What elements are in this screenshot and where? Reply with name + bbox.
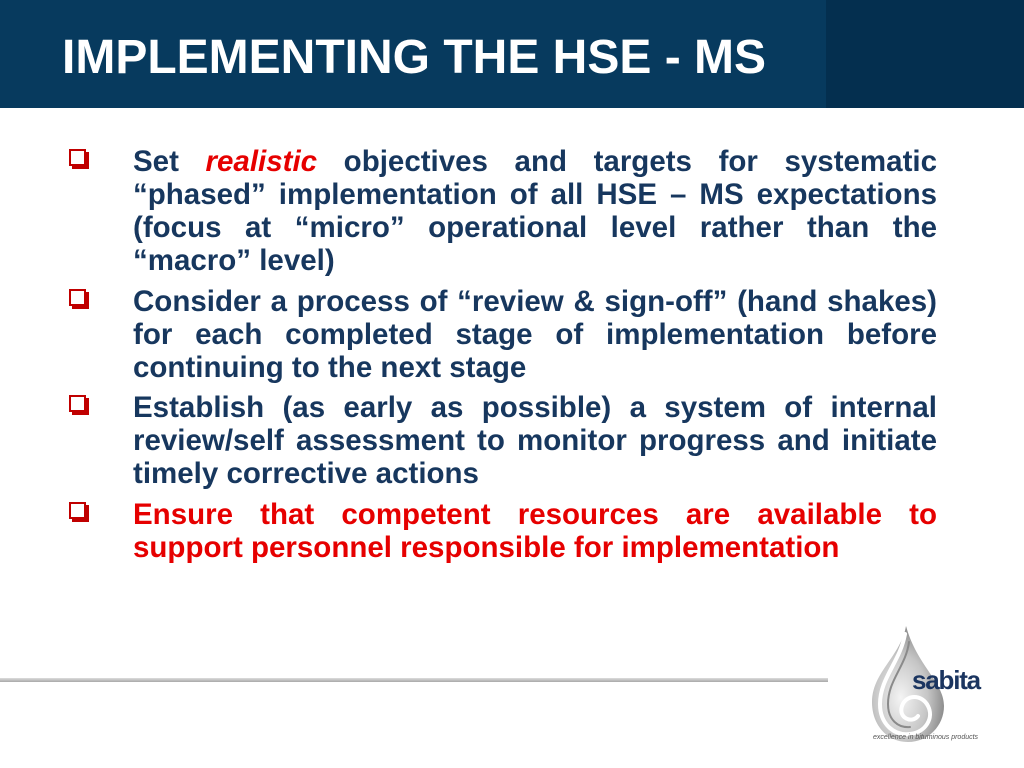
bullet-item <box>0 285 1024 384</box>
checkbox-bullet-icon <box>69 289 86 306</box>
logo-tagline: excellence in bituminous products <box>873 734 979 741</box>
bullet-text-line: support personnel responsible for implementation <box>133 530 840 564</box>
bullet-text-line: (focus at “micro” operational level rather than the <box>133 211 937 244</box>
bullet-text-line: Consider a process of “review & sign-off” (hand shakes) <box>133 284 937 318</box>
bullet-text-line: “phased” implementation of all HSE – MS expectations <box>133 178 937 211</box>
bullet-text-line: Ensure that competent resources are available to <box>133 497 937 531</box>
bullet-line-rest: objectives and targets for systematic <box>343 145 937 178</box>
bullet-text-line: continuing to the next stage <box>133 350 527 384</box>
bullet-text-line: review/self assessment to monitor progress and initiate <box>133 424 937 457</box>
bullet-text-line: timely corrective actions <box>133 457 479 490</box>
bullet-item <box>0 498 1024 564</box>
bullet-list <box>0 145 1024 571</box>
bullet-text-line: Establish (as early as possible) a system of internal <box>133 391 937 424</box>
emphasis-text: realistic <box>205 145 318 178</box>
bullet-item <box>0 391 1024 490</box>
footer-divider <box>0 678 828 682</box>
bullet-text-line <box>133 145 937 178</box>
title-bar-accent-block <box>826 0 1024 108</box>
bullet-text-line: for each completed stage of implementation before <box>133 317 937 351</box>
checkbox-bullet-icon <box>69 395 86 412</box>
checkbox-bullet-icon <box>69 149 86 166</box>
logo-wordmark: sabita <box>912 665 980 695</box>
checkbox-bullet-icon <box>69 502 86 519</box>
bullet-item <box>0 145 1024 277</box>
bullet-lead-word: Set <box>133 145 179 178</box>
title-bar <box>0 0 1024 108</box>
bullet-text-line: “macro” level) <box>133 244 335 277</box>
slide-title: IMPLEMENTING THE HSE - MS <box>62 31 767 84</box>
